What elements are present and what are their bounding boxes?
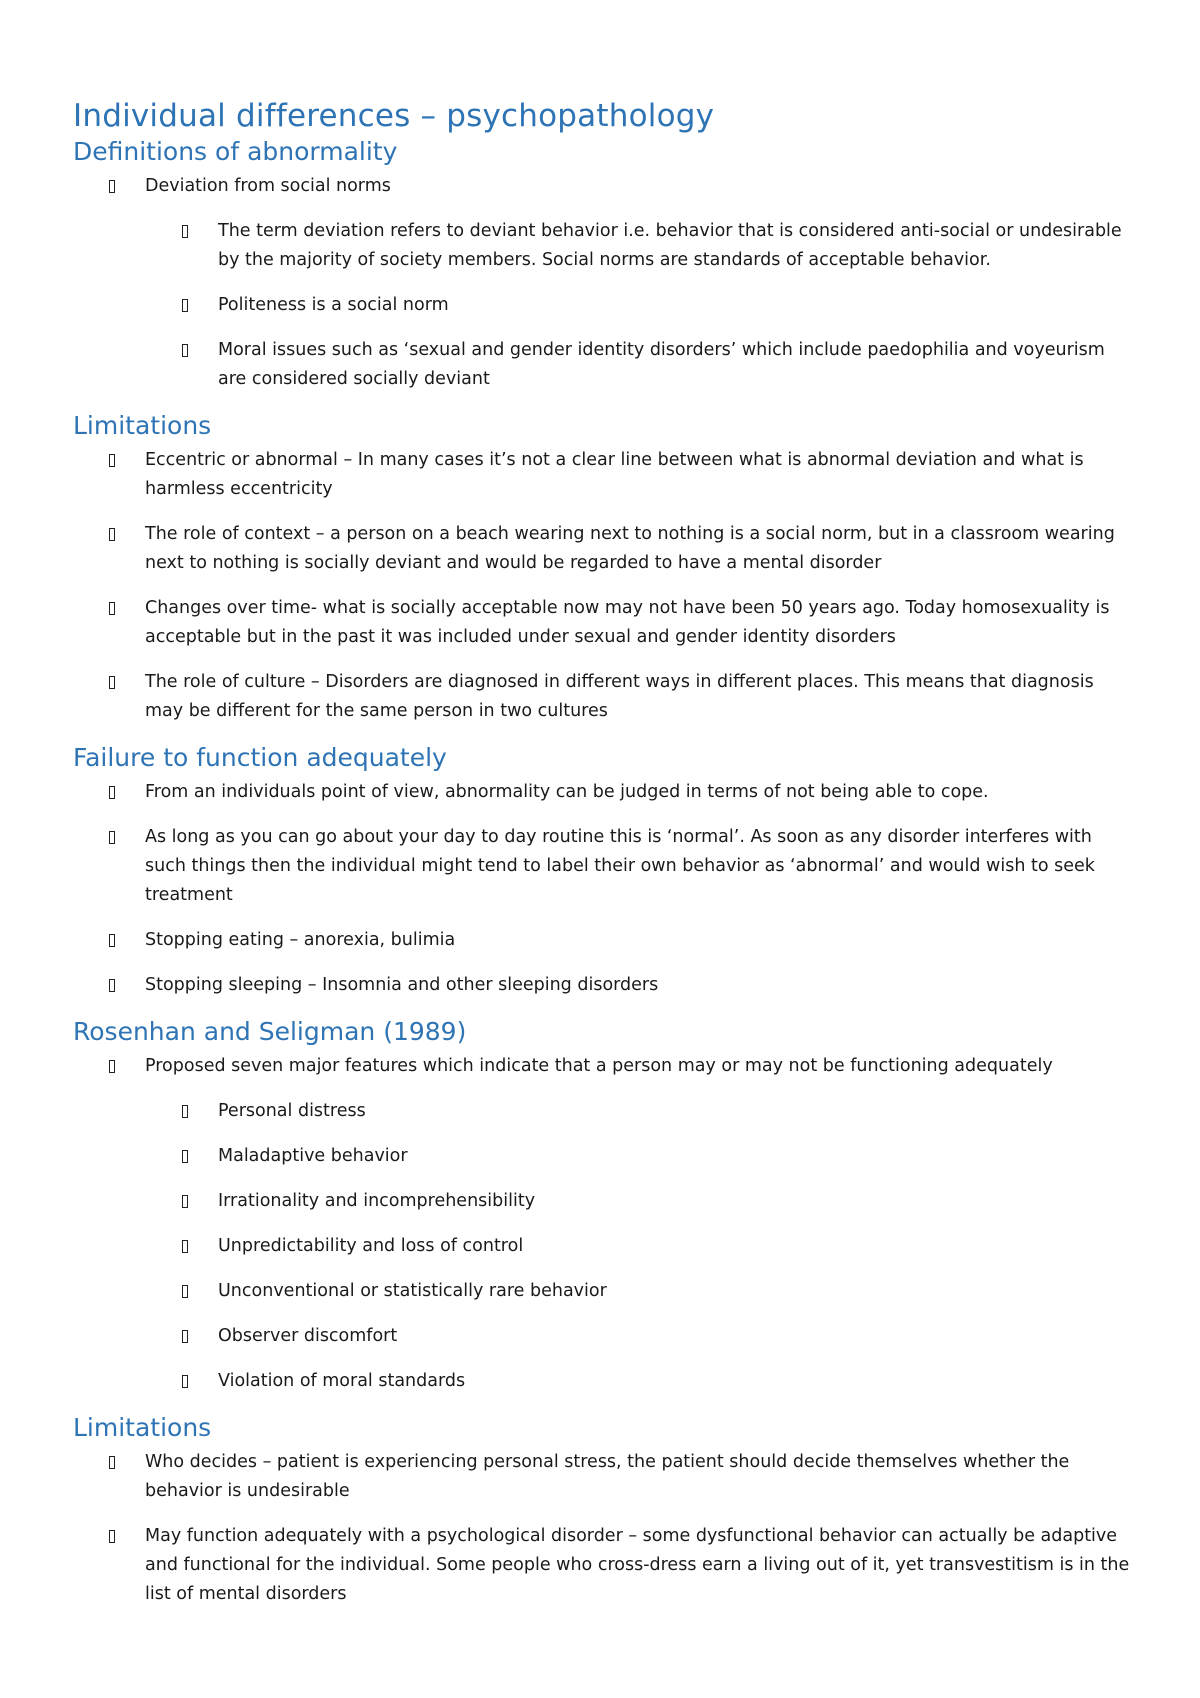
list-item-text: As long as you can go about your day to day routine this is ‘normal’. As soon as any disorder interferes with such things then the individual might tend to label their own behavior as ‘abnormal’ and would wish to seek treatment xyxy=(145,827,1095,905)
list-item-text: Who decides – patient is experiencing personal stress, the patient should decide themselves whether the behavior is undesirable xyxy=(145,1452,1070,1501)
list-item xyxy=(73,1448,1133,1506)
list-item-text: Unconventional or statistically rare behavior xyxy=(218,1281,607,1301)
list-item-text: Personal distress xyxy=(218,1101,366,1121)
list-item xyxy=(73,1522,1133,1609)
section-heading: Limitations xyxy=(73,411,212,440)
list-item xyxy=(73,1142,1133,1171)
bullet-box-icon xyxy=(109,676,115,689)
list-item xyxy=(73,172,1133,201)
list-item xyxy=(73,217,1133,275)
bullet-box-icon xyxy=(109,454,115,467)
list-item-text: Maladaptive behavior xyxy=(218,1146,408,1166)
list-item-text: Observer discomfort xyxy=(218,1326,398,1346)
list-item xyxy=(73,446,1133,504)
document-content xyxy=(73,96,1133,1625)
bullet-box-icon xyxy=(182,225,188,238)
list-item-text: Proposed seven major features which indicate that a person may or may not be functioning adequately xyxy=(145,1056,1053,1076)
list-item xyxy=(73,926,1133,955)
list-item xyxy=(73,520,1133,578)
bullet-box-icon xyxy=(182,1375,188,1388)
list-item-text: Moral issues such as ‘sexual and gender identity disorders’ which include paedophilia and voyeurism are considered socially deviant xyxy=(218,340,1105,389)
list-item xyxy=(73,668,1133,726)
section-heading: Rosenhan and Seligman (1989) xyxy=(73,1017,467,1046)
bullet-box-icon xyxy=(109,1456,115,1469)
list-item xyxy=(73,1232,1133,1261)
bullet-box-icon xyxy=(182,344,188,357)
list-item xyxy=(73,1322,1133,1351)
list-item xyxy=(73,778,1133,807)
sections-container xyxy=(73,136,1133,1609)
list-item xyxy=(73,1052,1133,1081)
list-item xyxy=(73,1367,1133,1396)
bullet-list xyxy=(73,172,1133,394)
list-item-text: Changes over time- what is socially acceptable now may not have been 50 years ago. Today homosexuality is acceptable but in the past it was included under sexual and gender identity disorders xyxy=(145,598,1110,647)
list-item-text: Stopping eating – anorexia, bulimia xyxy=(145,930,456,950)
list-item xyxy=(73,1097,1133,1126)
bullet-box-icon xyxy=(182,1285,188,1298)
list-item-text: May function adequately with a psychological disorder – some dysfunctional behavior can actually be adaptive and functional for the individual. Some people who cross-dress earn a living out of it, yet transvestitism is in the list of mental disorders xyxy=(145,1526,1130,1604)
section-heading: Definitions of abnormality xyxy=(73,137,398,166)
list-item-text: Unpredictability and loss of control xyxy=(218,1236,524,1256)
bullet-box-icon xyxy=(109,979,115,992)
list-item xyxy=(73,823,1133,910)
list-item xyxy=(73,1277,1133,1306)
bullet-box-icon xyxy=(109,786,115,799)
bullet-box-icon xyxy=(182,1330,188,1343)
bullet-list xyxy=(73,778,1133,1000)
bullet-list xyxy=(73,1052,1133,1396)
list-item-text: Violation of moral standards xyxy=(218,1371,466,1391)
section-heading: Failure to function adequately xyxy=(73,743,447,772)
bullet-box-icon xyxy=(182,1105,188,1118)
document-title: Individual differences – psychopathology xyxy=(73,98,715,134)
list-item xyxy=(73,594,1133,652)
list-item-text: From an individuals point of view, abnormality can be judged in terms of not being able to cope. xyxy=(145,782,989,802)
list-item xyxy=(73,336,1133,394)
bullet-box-icon xyxy=(182,1240,188,1253)
list-item xyxy=(73,971,1133,1000)
bullet-box-icon xyxy=(109,528,115,541)
list-item-text: Politeness is a social norm xyxy=(218,295,449,315)
bullet-box-icon xyxy=(182,299,188,312)
list-item xyxy=(73,291,1133,320)
list-item-text: The role of context – a person on a beach wearing next to nothing is a social norm, but in a classroom wearing next to nothing is socially deviant and would be regarded to have a mental disorder xyxy=(145,524,1115,573)
bullet-list xyxy=(73,1448,1133,1609)
bullet-box-icon xyxy=(109,831,115,844)
list-item-text: The term deviation refers to deviant behavior i.e. behavior that is considered anti-social or undesirable by the majority of society members. Social norms are standards of acceptable behavior. xyxy=(218,221,1122,270)
list-item-text: The role of culture – Disorders are diagnosed in different ways in different places. This means that diagnosis may be different for the same person in two cultures xyxy=(145,672,1094,721)
bullet-box-icon xyxy=(182,1150,188,1163)
bullet-box-icon xyxy=(182,1195,188,1208)
bullet-box-icon xyxy=(109,180,115,193)
bullet-box-icon xyxy=(109,1060,115,1073)
bullet-box-icon xyxy=(109,1530,115,1543)
bullet-box-icon xyxy=(109,602,115,615)
bullet-list xyxy=(73,446,1133,726)
list-item-text: Eccentric or abnormal – In many cases it’s not a clear line between what is abnormal deviation and what is harmless eccentricity xyxy=(145,450,1084,499)
list-item-text: Irrationality and incomprehensibility xyxy=(218,1191,536,1211)
list-item-text: Deviation from social norms xyxy=(145,176,391,196)
list-item xyxy=(73,1187,1133,1216)
bullet-box-icon xyxy=(109,934,115,947)
list-item-text: Stopping sleeping – Insomnia and other sleeping disorders xyxy=(145,975,659,995)
section-heading: Limitations xyxy=(73,1413,212,1442)
